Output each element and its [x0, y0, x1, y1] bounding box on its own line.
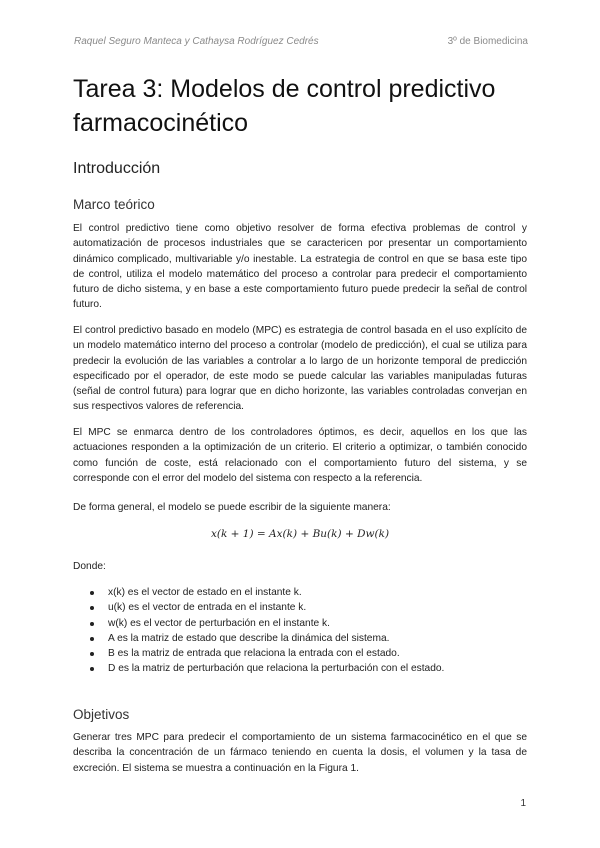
list-item: x(k) es el vector de estado en el instante k. [88, 585, 444, 600]
subsection-heading-objetivos: Objetivos [73, 707, 130, 722]
paragraph-3: El MPC se enmarca dentro de los controladores óptimos, es decir, aquellos en los que las actuaciones responden a la optimización de un criterio. El criterio a optimizar, o también conocido como función de coste, está relacionado con el comportamiento futuro del sistema, y se corresponde con el error del modelo del sistema con respecto a la referencia. [73, 427, 527, 484]
header-course: 3º de Biomedicina [447, 36, 528, 47]
list-item: D es la matriz de perturbación que relaciona la perturbación con el estado. [88, 661, 444, 676]
list-item: A es la matriz de estado que describe la dinámica del sistema. [88, 631, 444, 646]
list-item: u(k) es el vector de entrada en el instante k. [88, 600, 444, 615]
subsection-heading-marco-teorico: Marco teórico [73, 197, 155, 212]
state-space-equation: x(k + 1) = Ax(k) + Bu(k) + Dw(k) [210, 528, 390, 540]
variables-list [88, 585, 444, 677]
paragraph-4: De forma general, el modelo se puede escribir de la siguiente manera: [73, 502, 391, 513]
document-title: Tarea 3: Modelos de control predictivo farmacocinético [73, 75, 496, 137]
objetivos-paragraph: Generar tres MPC para predecir el comportamiento de un sistema farmacocinético en el que se describa la concentración de un fármaco teniendo en cuenta la dosis, el volumen y la tasa de excreción. El sistema se muestra a continuación en la Figura 1. [73, 732, 527, 774]
paragraph-2: El control predictivo basado en modelo (MPC) es estrategia de control basada en el uso explícito de un modelo matemático interno del proceso a controlar (modelo de predicción), el cual se utiliza para predecir la evolución de las variables a controlar a lo largo de un horizonte temporal de predicción especificado por el operador, de este modo se puede calcular las variables manipuladas futuras (señal de control futura) para lograr que en dicho horizonte, las variables controladas converjan en sus respectivos valores de referencia. [73, 325, 527, 413]
paragraph-1: El control predictivo tiene como objetivo resolver de forma efectiva problemas de control y automatización de procesos industriales que se caractericen por presentar un comportamiento dinámico complicado, multivariable y/o inestable. La estrategia de control en que se basa este tipo de control, utiliza el modelo matemático del proceso a controlar para predecir el comportamiento futuro de dicho sistema, y en base a este comportamiento futuro puede predecir la señal de control futuro. [73, 223, 527, 311]
section-heading-introduccion: Introducción [73, 160, 161, 177]
donde-label: Donde: [73, 561, 106, 572]
list-item: w(k) es el vector de perturbación en el instante k. [88, 616, 444, 631]
list-item: B es la matriz de entrada que relaciona la entrada con el estado. [88, 646, 444, 661]
header-authors: Raquel Seguro Manteca y Cathaysa Rodríguez Cedrés [74, 36, 319, 47]
page-number: 1 [520, 798, 526, 809]
